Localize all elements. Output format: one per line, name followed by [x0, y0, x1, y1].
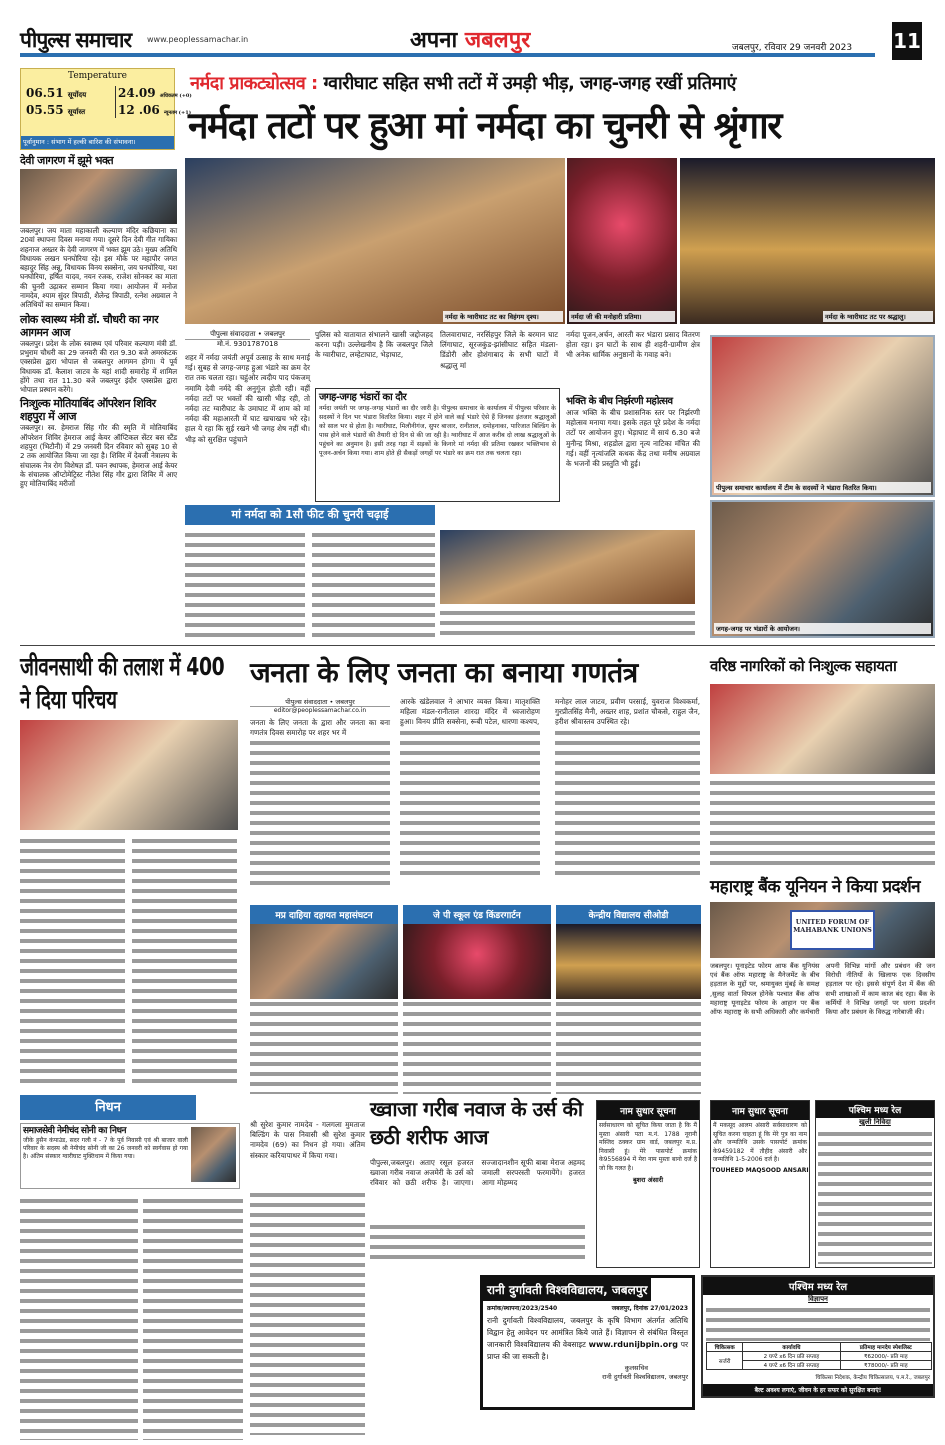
max-label: अधिकतम (+0): [159, 93, 192, 99]
article-title: लोक स्वास्थ्य मंत्री डॉ. चौधरी का नगर आगमन आज: [20, 312, 159, 339]
honorarium-table: [706, 1342, 932, 1370]
forecast: पूर्वानुमान : संभाग में हल्की बारिश की संभावना।: [21, 136, 174, 149]
article-body: जबलपुर। प्रदेश के लोक स्वास्थ्य एवं परिवार कल्याण मंत्री डॉ. प्रभुराम चौधरी का 29 जनवरी की रात 9.30 बजे अमरकंटक एक्सप्रेस द्वारा भोपाल से जबलपुर आगमन होगा। ये पूर्व विधायक डॉ. कैलाश जाटव के यहां शादी समारोह में शामिल होंगे तथा रात 11.30 बजे जबलपुर इंदौर एक्सप्रेस द्वारा भोपाल प्रस्थान करेंगे।: [20, 338, 177, 395]
lead-headline: नर्मदा तटों पर हुआ मां नर्मदा का चुनरी से श्रृंगार: [188, 104, 781, 147]
notice-signature: बुशरा अंसारी: [632, 1176, 664, 1184]
min-label: न्यूनतम (+1): [163, 110, 192, 116]
railway-footer: बैल्ट अवश्य लगाएं, जीवन के हर सफर को सुरक्षित बनाएं!: [703, 1384, 933, 1396]
railway-ad-title: पश्चिम मध्य रेल: [703, 1277, 933, 1295]
sunrise-time: 06.51: [26, 86, 64, 100]
bhandara-box: [315, 388, 560, 502]
table-cell: 2 घण्टे x6 दिन प्रति सप्ताह: [743, 1352, 840, 1361]
notice-text: मैं मकसूद आलम अंसारी सर्वसाधारण को सूचित करना चाहता हूं कि मेरे पुत्र का नाम और जन्मतिथि उसके पासपोर्ट क्रमांक के9459182 में तौहीद अंसारी और जन्मतिथि 1-5-2006 दर्ज है।: [713, 1122, 807, 1163]
article-body: पुलिस को यातायात संभालने खासी जद्दोजहद करना पड़ी। उल्लेखनीय है कि जबलपुर जिले के ग्वारीघाट, लम्हेटाघाट, भेड़ाघाट,: [315, 330, 433, 360]
article-body: आज भक्ति के बीच प्रशासनिक स्तर पर निर्झरणी महोत्सव मनाया गया। इसके तहत पूरे प्रदेश के नर्मदा तटों पर आयोजन हुए। भेड़ाघाट में सायं 6.30 बजे मुनीन्द्र मिश्रा, शहडोल द्वारा नृत्य नाटिका मंचित की गई। वहीं नृत्यांजलि कथक केंद्र तथा मनीष अग्रवाल के भजनों की प्रस्तुति भी हुई।: [566, 408, 700, 469]
bank-banner: UNITED FORUM OF MAHABANK UNIONS: [790, 910, 875, 950]
table-cell: ₹78000/- प्रति माह: [840, 1361, 931, 1370]
box-title: जगह-जगह भंडारों का दौर: [319, 392, 407, 403]
chunri-caption-text: [440, 608, 695, 640]
obituary-list: [143, 1196, 243, 1440]
registrar: कुलसचिव: [624, 1364, 648, 1372]
chunri-photo: [440, 530, 695, 604]
republic-headline: जनता के लिए जनता का बनाया गणतंत्र: [250, 656, 638, 689]
railway-ad: [701, 1275, 935, 1398]
table-cell: सर्जरी: [707, 1352, 743, 1370]
ghat-aerial-photo: [185, 158, 565, 324]
ad-tail: पर प्राप्त की जा सकती है।: [487, 1340, 689, 1361]
bank-protest-photo: [710, 902, 935, 958]
bhandara-photo-2: [710, 500, 935, 638]
table-header: कार्यावधि: [743, 1343, 840, 1352]
photo-caption: पीपुल्स समाचार कार्यालय में टीम के सदस्यों ने भंडारा वितरित किया।: [714, 482, 931, 493]
article-title: देवी जागरण में झूमे भक्त: [20, 154, 114, 167]
photo-caption: जगह-जगह पर भंडारों के आयोजन।: [714, 623, 931, 634]
railway-title: पश्चिम मध्य रेल: [816, 1101, 934, 1118]
table-header: चिकित्सक: [707, 1343, 743, 1352]
university-sign: रानी दुर्गावती विश्वविद्यालय, जबलपुर: [602, 1373, 688, 1381]
obituary-list: [250, 1190, 365, 1435]
obituary-header: निधन: [20, 1095, 196, 1120]
chunri-banner: मां नर्मदा को 1सौ फीट की चुनरी चढ़ाई: [185, 505, 435, 525]
bank-headline: महाराष्ट्र बैंक यूनियन ने किया प्रदर्शन: [710, 877, 921, 897]
table-row: [707, 1352, 932, 1361]
notice-title: नाम सुधार सूचना: [597, 1101, 699, 1120]
article-title: भक्ति के बीच निर्झरणी महोत्सव: [566, 396, 673, 407]
railway-subtitle: खुली निविदा: [859, 1118, 891, 1126]
box-header: केन्द्रीय विद्यालय सीओडी: [556, 905, 701, 924]
chunri-text: [185, 530, 305, 640]
article-body: मनोहर लाल जाटव, प्रवीण परसाई, युवराज विश्वकर्मा, गुरप्रीतसिंह मैनी, अख्तर शाह, प्रशांत चौकसे, राहुल जैन, हरीश श्रीवास्तव उपस्थित रहे।: [555, 697, 700, 727]
dateline: जबलपुर, रविवार 29 जनवरी 2023: [732, 43, 853, 53]
email: editor@peoplessamachar.co.in: [273, 707, 367, 714]
obituary-list: [20, 1196, 138, 1440]
university-url[interactable]: www.rdunijbpin.org: [588, 1340, 678, 1349]
table-cell: 4 घण्टे x6 दिन प्रति सप्ताह: [743, 1361, 840, 1370]
page-number: 11: [892, 22, 922, 60]
khwaja-headline: ख्वाजा गरीब नवाज के उर्स की छठी शरीफ आज: [370, 1097, 583, 1149]
railway-ad-subtitle: विज्ञापन: [808, 1295, 828, 1303]
matrimony-photo: [20, 720, 238, 830]
obituary-title: समाजसेवी नेमीचंद सोनी का निधन: [23, 1126, 126, 1136]
article-body: जबलपुर। स्व. हेमराज सिंह गौर की स्मृति में मोतियाबिंद ऑपरेशन शिविर हेमराज आई केयर ऑप्टिकल सेंटर बस स्टैंड शहपुरा (भिटौनी) में 29 जनवरी दिन रविवार को सुबह 10 से 2 तक आयोजित किया जा रहा है। शिविर में देवजी नेत्रालय के संचालक नेत्र रोग विशेषज्ञ डॉ. पवन स्थापक, हेमराज आई केयर के संचालक ऑप्टोमेट्रिस्ट नीतेश सिंह गौर द्वारा शिविर में आए हुए मोतियाबिंद मरीजों: [20, 423, 177, 489]
senior-photo: [710, 684, 935, 774]
ad-body: रानी दुर्गावती विश्वविद्यालय, जबलपुर के कृषि विभाग अंतर्गत अतिथि विद्वान हेतु आवेदन पर आमंत्रित किये जाते हैं। विज्ञापन से संबंधित विस्तृत जानकारी विश्वविद्यालय की वेबसाइट: [487, 1316, 688, 1349]
phone: मो.नं. 9301787018: [216, 340, 279, 348]
article-body: जनता के लिए जनता के द्वारा और जनता का बना गणतंत्र दिवस समारोह पर शहर भर में: [250, 718, 390, 738]
idol-photo: [567, 158, 677, 324]
sunrise-label: सूर्योदय: [67, 90, 87, 99]
university-title: रानी दुर्गावती विश्वविद्यालय, जबलपुर: [483, 1278, 651, 1301]
min-temp: 12 .06: [118, 103, 160, 117]
ad-text: [487, 1315, 688, 1363]
box-photo: [403, 924, 551, 999]
photo-caption: नर्मदा के ग्वारीघाट तट पर श्रद्धालु।: [823, 311, 933, 322]
lead-kicker-line: [190, 72, 736, 96]
weather-title: Temperature: [68, 71, 127, 81]
weather-box: [20, 68, 192, 150]
table-cell: ₹62000/- प्रति माह: [840, 1352, 931, 1361]
ref-number: क्रमांक/स्थापना/2023/2540: [487, 1305, 558, 1312]
article-body: जबलपुर। जय माता महाकाली कल्याण मंदिर कछियाना का 20वां स्थापना दिवस मनाया गया। दूसरे दिन देवी गीत गायिका शहनाज अख्तर के देवी जागरण में भक्त झूम उठे। मुख्य अतिथि विधायक लखन घनघोरिया रहे। इस मौके पर महापौर जगत बहादुर सिंह अन्नू, विधायक विनय सक्सेना, जय घनघोरिया, यश घनघोरिया, हर्षित यादव, नयन रजक, राजेश सोनकर का माता की चुनरी उढ़ाकर सम्मान किया गया। आयोजन में मनोज नामदेव, श्याम सुंदर त्रिपाठी, शैलेन्द्र त्रिपाठी, रत्नेश अग्रवाल ने अतिथियों का सम्मान किया।: [20, 226, 177, 310]
notice-text: सर्वसाधारण को सूचित किया जाता है कि मैं मुस्ता अंसारी पता म.नं. 1788 नूरानी मस्जिद ठक्कर ग्राम वार्ड, जबलपुर म.प्र. निवासी हूं। मेरे पासपोर्ट क्रमांक के9556894 में मेरा नाम मुस्ता बानो दर्ज है जो कि गलत है।: [599, 1122, 697, 1172]
section-title-a: अपना: [410, 28, 458, 53]
masthead-rule: [20, 53, 875, 57]
ad-date: जबलपुर, दिनांक 27/01/2023: [611, 1305, 688, 1312]
box-photo: [250, 924, 398, 999]
box-body: नर्मदा जयंती पर जगह-जगह भंडारों का दौर जारी है। पीपुल्स समाचार के कार्यालय में पीपुल्स परिवार के सदस्यों ने दिन भर भंडारा वितरित किया। शहर में होने वाले कई भंडारे ऐसे हैं जिनका इंतजार श्रद्धालुओं को साल भर से होता है। ग्वारीघाट, मिलौनीगंज, सुपर बाजार, रानीताल, दमोहनाका, पारिजात बिल्डिंग के पास होने वाले भंडारों की तैयारी दो दिन से की जा रही है। ग्वारीघाट में आज करीब दो लाख श्रद्धालुओं के पहुंचने का अनुमान है। इसी तरह गढ़ा में सड़कों के किनारे मां नर्मदा की प्रतिमा रखकर भक्तिभाव से पूजन-अर्चन किया गया। शाम होते ही सैकड़ों जगहों पर भंडारे का क्रम रात तक चलता रहा।: [319, 405, 556, 457]
lead-subhead: ग्वारीघाट सहित सभी तटों में उमड़ी भीड़, जगह-जगह रखीं प्रतिमाएं: [323, 73, 736, 94]
table-header: प्रतिमाह मानदेय स्पेशलिस्ट: [840, 1343, 931, 1352]
box-header: जे पी स्कूल एंड किंडरगार्टन: [403, 905, 551, 924]
name-correction-notice: [596, 1100, 700, 1268]
section-title-b: जबलपुर: [464, 28, 531, 53]
khwaja-text-more: [370, 1222, 585, 1262]
railway-tender-notice: [815, 1100, 935, 1268]
obituary-text: जीके हुसैन कंपाउंड, सदर गली नं - 7 के पूर्व निवासी एवं श्री बाजार वाली परिवार के सदस्य श्री नेमीचंद सोनी जी का 26 जनवरी को स्वर्गवास हो गया है। अंतिम संस्कार ग्वारीघाट मुक्तिधाम में किया गया।: [23, 1137, 188, 1160]
senior-text: [710, 778, 935, 870]
sunset-time: 05.55: [26, 103, 64, 117]
name-correction-notice: [710, 1100, 810, 1268]
khwaja-text: पीपुल्स,जबलपुर। अताए रसूल हजरत ख्वाजा गरीब नवाज अजमेरी के उर्स को रविवार को छठी शरीफ है। जाएगा। सज्जादानशीन सूफी बाबा मेराज अहमद जमाली सरपरस्ती फरमायेंगे। हजरत आगा मोहम्मद: [370, 1158, 585, 1188]
photo-caption: नर्मदा जी की मनोहारी प्रतिमा।: [569, 311, 675, 322]
lead-kicker: नर्मदा प्राकट्योत्सव :: [190, 73, 318, 94]
obituary-photo: [191, 1127, 236, 1182]
matrimony-text: [20, 836, 125, 1086]
devotees-photo: [680, 158, 935, 324]
devi-jagran-photo: [20, 169, 177, 224]
photo-caption: नर्मदा के ग्वारीघाट तट का विहंगम दृश्य।: [443, 311, 563, 322]
bank-text: जबलपुर। यूनाइटेड फोरम आफ बैंक यूनियंस एवं बैंक ऑफ महाराष्ट्र के मैनेजमेंट के बीच हड़ताल के मुद्दों पर, श्रमायुक्त मुंबई के समक्ष ,सुलह वार्ता विफल होनेके पश्चात बैंक ऑफ महाराष्ट्र यूनाइटेड फोरम के आहान पर बैंक ऑफ महाराष्ट्र के सभी अधिकारी और कर्मचारी अपनी विभिन्न मांगों और प्रबंधन की जन विरोधी नीतियों के खिलाफ एक दिवसीय हड़ताल पर रहे। इससे संपूर्ण देश में बैंक की सभी शाखाओं में काम काज बंद रहा। बैंक के कर्मियों ने विभिन्न जगहों पर धरना प्रदर्शन किया और प्रबंधन के विरुद्ध नारेबाजी की।: [710, 962, 935, 1017]
box-header: मप्र दाहिया दहायत महासंघटन: [250, 905, 398, 924]
website-url: www.peoplessamachar.in: [147, 35, 249, 44]
railway-sign: चिकित्सा निदेशक, केन्द्रीय चिकित्सालय, प.म.रे., जबलपुर: [815, 1375, 930, 1381]
matrimony-headline: जीवनसाथी की तलाश में 400 ने दिया परिचय: [20, 652, 225, 714]
newspaper-logo: पीपुल्स समाचार: [20, 28, 132, 52]
sunset-label: सूर्यास्त: [67, 107, 86, 116]
article-title: निःशुल्क मोतियाबिंद ऑपरेशन शिविर शहपुरा में आज: [20, 397, 156, 424]
article-body: शहर में नर्मदा जयंती अपूर्व उत्साह के साथ मनाई गई। सुबह से जगह-जगह हुआ भंडारे का क्रम देर रात तक चलता रहा। चहुंओर त्वदीय पाद पंकजम् नमामि देवी नर्मदे की अनुगूंज होती रही। वहीं नर्मदा तटों पर भक्तों की खासी भीड़ रही, तो नर्मदा तट ग्वारीघाट के उमाघाट में शाम को मां नर्मदा की महाआरती में घाट खचाखच भरे रहे। हाल ये रहा कि सुई रखने भी जगह शेष नहीं थी। भीड़ को सुरक्षित पहुंचाने: [185, 353, 310, 444]
matrimony-text: [132, 836, 237, 1086]
bhandara-photo: [710, 335, 935, 497]
byline: पीपुल्स संवाददाता • जबलपुर: [185, 330, 310, 340]
obituary-item: श्री सुरेश कुमार नामदेव - गलगला मुमताज बिल्डिंग के पास निवासी श्री सुरेश कुमार नामदेव (69) का निधन हो गया। अंतिम संस्कार करियापाथर में किया गया।: [250, 1120, 365, 1160]
article-body: तिलवाराघाट, नरसिंहपुर जिले के बरमान घाट लिंगाघाट, सूरजकुंड-झांसीघाट सहित मंडला-डिंडोरी और होशंगाबाद के सभी घाटों में श्रद्धालु मां: [440, 330, 558, 370]
chunri-text: [312, 530, 435, 640]
university-ad: [480, 1275, 695, 1410]
box-photo: [556, 924, 701, 999]
notice-title: नाम सुधार सूचना: [711, 1101, 809, 1120]
notice-signature: TOUHEED MAQSOOD ANSARI: [711, 1166, 809, 1174]
max-temp: 24.09: [118, 86, 156, 100]
senior-headline: वरिष्ठ नागरिकों को निःशुल्क सहायता: [710, 657, 897, 675]
article-body: नर्मदा पूजन,अर्चन, आरती कर भंडारा प्रसाद वितरण होता रहा। इन घाटों के साथ ही शहरी-ग्रामीण क्षेत्र भी अनेक धार्मिक अनुष्ठानों के गवाह बने।: [566, 330, 700, 360]
section-title: [410, 24, 530, 54]
article-body: आरके खंडेलवाल ने आभार व्यक्त किया। मातृशक्ति महिला मंडल-रानीताल शारदा मंदिर में ध्वजारोहण हुआ। विनय प्रीति सक्सेना, रूबी पटेल, धारणा कश्यप,: [400, 697, 540, 727]
byline: पीपुल्स संवाददाता • जबलपुर: [250, 697, 390, 707]
